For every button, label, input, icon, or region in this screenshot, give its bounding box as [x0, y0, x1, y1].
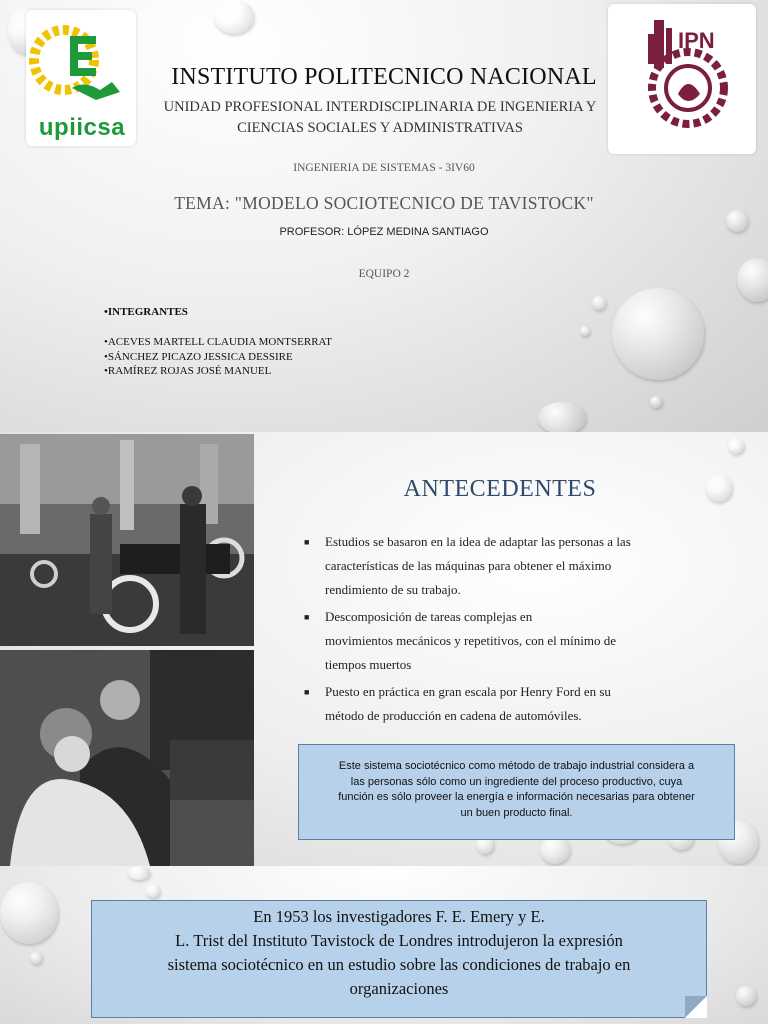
water-drop [540, 836, 570, 864]
history-note [91, 900, 707, 1018]
factory-workers-image-icon [0, 650, 254, 866]
water-drop [706, 474, 732, 502]
water-drop [736, 986, 756, 1006]
bullet-item [304, 680, 724, 728]
career-label: INGENIERIA DE SISTEMAS - 3IV60 [293, 162, 475, 174]
ipn-wordmark: IPN [678, 28, 715, 53]
note-line: sistema sociotécnico en un estudio sobre las condiciones de trabajo en [167, 955, 631, 974]
bullet-item [304, 605, 724, 677]
note-line: L. Trist del Instituto Tavistock de Londres introdujeron la expresión [175, 931, 623, 950]
water-drop [737, 258, 768, 302]
water-drop [30, 952, 42, 964]
antecedentes-slide [0, 432, 768, 866]
note-line: organizaciones [349, 979, 449, 998]
bullet-line: tiempos muertos [325, 657, 412, 672]
section-title: ANTECEDENTES [403, 476, 597, 502]
water-drop [0, 882, 58, 944]
photo-assembly-line [0, 434, 254, 646]
members-heading: •INTEGRANTES [104, 306, 188, 318]
bullet-item [304, 530, 724, 602]
water-drop [214, 0, 254, 34]
member-item: •SÁNCHEZ PICAZO JESSICA DESSIRE [104, 350, 293, 363]
members-list [104, 306, 332, 379]
professor-label: PROFESOR: LÓPEZ MEDINA SANTIAGO [279, 226, 489, 238]
definition-box [298, 744, 735, 840]
member-item: •ACEVES MARTELL CLAUDIA MONTSERRAT [104, 336, 332, 348]
water-drop [146, 884, 160, 898]
subtitle-line: UNIDAD PROFESIONAL INTERDISCIPLINARIA DE INGENIERIA Y [163, 99, 597, 115]
water-drop [728, 438, 744, 454]
institution-title: INSTITUTO POLITECNICO NACIONAL [171, 64, 597, 90]
bullet-line: características de las máquinas para obtener el máximo [325, 558, 612, 573]
water-drop [538, 402, 586, 432]
cover-slide [0, 0, 768, 432]
bullet-line: movimientos mecánicos y repetitivos, con el mínimo de [325, 633, 616, 648]
water-drop [580, 326, 590, 336]
definition-line: función es sólo proveer la energía e información necesarias para obtener [338, 791, 695, 803]
water-drop [592, 296, 606, 310]
water-drop [650, 396, 662, 408]
bullet-list [304, 530, 724, 731]
square-bullet-icon: ■ [304, 612, 310, 622]
page-fold-icon [685, 996, 707, 1018]
bullet-line: Estudios se basaron en la idea de adaptar las personas a las [325, 534, 631, 549]
bullet-line: Descomposición de tareas complejas en [325, 609, 533, 624]
definition-line: un buen producto final. [460, 806, 573, 819]
definition-line: las personas sólo como un ingrediente del proceso productivo, cuya [350, 775, 683, 788]
team-label: EQUIPO 2 [358, 268, 410, 280]
history-slide [0, 866, 768, 1024]
institution-subtitle [150, 97, 610, 139]
square-bullet-icon: ■ [304, 537, 310, 547]
assembly-line-image-icon [0, 434, 254, 646]
bullet-line: Puesto en práctica en gran escala por Henry Ford en su [325, 684, 611, 699]
square-bullet-icon: ■ [304, 687, 310, 697]
note-line: En 1953 los investigadores F. E. Emery y E. [253, 907, 545, 926]
upiicsa-wordmark: upiicsa [38, 114, 126, 141]
photo-factory-workers [0, 650, 254, 866]
water-drop [612, 288, 704, 380]
water-drop [128, 866, 150, 880]
bullet-line: rendimiento de su trabajo. [325, 582, 461, 597]
subtitle-line: CIENCIAS SOCIALES Y ADMINISTRATIVAS [237, 120, 523, 136]
topic-title: TEMA: "MODELO SOCIOTECNICO DE TAVISTOCK" [174, 193, 594, 213]
bullet-line: método de producción en cadena de automóviles. [325, 708, 582, 723]
definition-line: Este sistema sociotécnico como método de trabajo industrial considera a [338, 760, 695, 772]
member-item: •RAMÍREZ ROJAS JOSÉ MANUEL [104, 365, 272, 377]
